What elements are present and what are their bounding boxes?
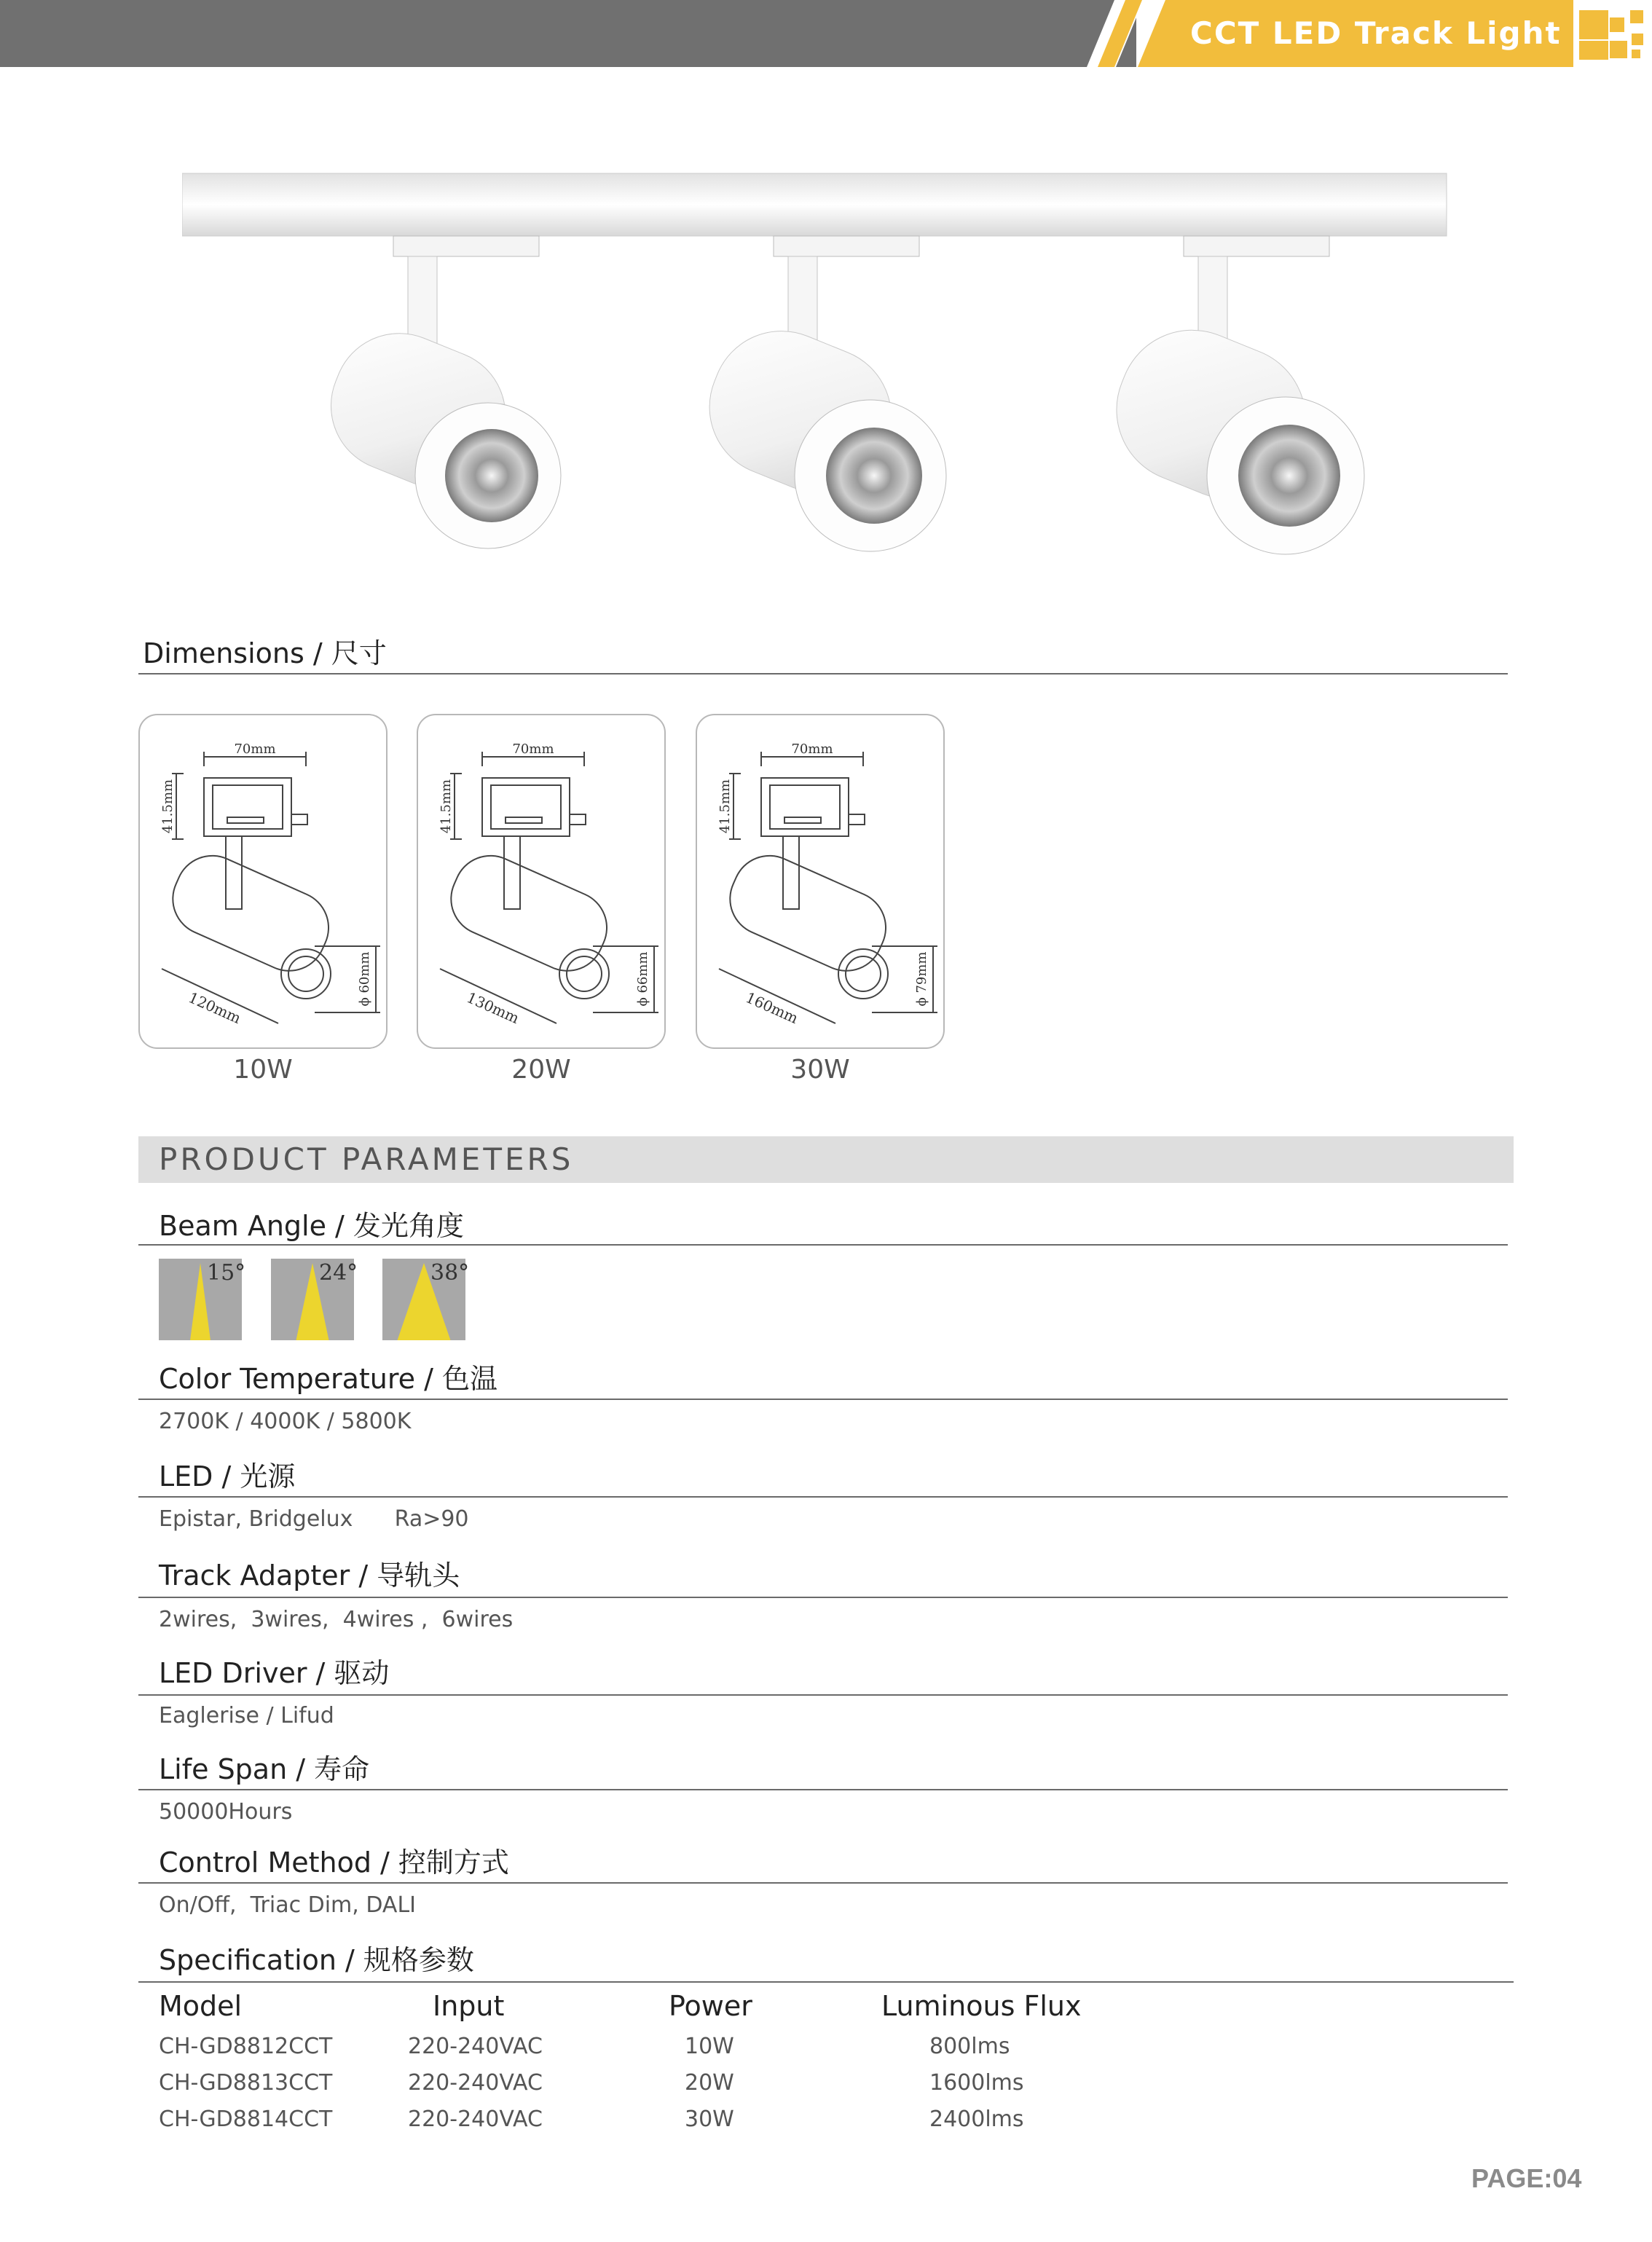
led-title: LED / 光源: [159, 1460, 296, 1492]
control-method-value: On/Off, Triac Dim, DALI: [159, 1892, 417, 1918]
dim-length-label: 130mm: [464, 988, 522, 1028]
dimensions-title: Dimensions / 尺寸: [143, 637, 387, 669]
spec-cell-power: 10W: [685, 2034, 734, 2059]
page-number: PAGE:04: [1471, 2163, 1582, 2193]
beam-15-label: 15°: [207, 1260, 246, 1286]
led-driver-title: LED Driver / 驱动: [159, 1657, 390, 1689]
spec-header-input: Input: [433, 1990, 505, 2022]
beam-15-box: [159, 1259, 246, 1340]
spec-cell-power: 30W: [685, 2107, 734, 2132]
track-adapter-rule: [138, 1597, 1508, 1598]
beam-38-label: 38°: [430, 1260, 470, 1286]
product-image: [182, 168, 1457, 590]
dim-height-label: 41.5mm: [438, 779, 454, 834]
control-method-title: Control Method / 控制方式: [159, 1846, 509, 1879]
dim-width-label: 70mm: [791, 742, 833, 757]
color-temperature-value: 2700K / 4000K / 5800K: [159, 1409, 412, 1434]
led-rule: [138, 1496, 1508, 1498]
dimensions-rule: [138, 673, 1508, 674]
color-temperature-rule: [138, 1399, 1508, 1400]
spec-cell-model: CH-GD8814CCT: [159, 2107, 333, 2132]
specification-rule: [138, 1981, 1514, 1983]
dimension-caption-20w: 20W: [511, 1055, 571, 1085]
dim-height-label: 41.5mm: [160, 779, 176, 834]
spec-cell-input: 220-240VAC: [408, 2034, 543, 2059]
dim-width-label: 70mm: [512, 742, 554, 757]
spec-cell-flux: 800lms: [929, 2034, 1010, 2059]
beam-24-box: [271, 1259, 358, 1340]
specification-title: Specification / 规格参数: [159, 1944, 474, 1976]
logo-squares-icon: [1579, 10, 1643, 60]
led-driver-rule: [138, 1694, 1508, 1696]
dimension-card-20w: [417, 714, 666, 1049]
led-value: Epistar, Bridgelux Ra>90: [159, 1506, 469, 1532]
dim-diameter-label: ϕ 79mm: [914, 951, 929, 1007]
parameters-title: PRODUCT PARAMETERS: [159, 1141, 574, 1177]
beam-38-box: [382, 1259, 470, 1340]
life-span-value: 50000Hours: [159, 1799, 293, 1825]
led-driver-value: Eaglerise / Lifud: [159, 1703, 334, 1728]
dim-length-label: 160mm: [743, 988, 801, 1028]
dim-length-label: 120mm: [186, 988, 244, 1028]
dim-height-label: 41.5mm: [717, 779, 733, 834]
spec-header-power: Power: [669, 1990, 752, 2022]
beam-angle-title: Beam Angle / 发光角度: [159, 1210, 464, 1242]
dim-diameter-label: ϕ 66mm: [635, 951, 650, 1007]
spec-cell-flux: 1600lms: [929, 2070, 1024, 2096]
spec-cell-power: 20W: [685, 2070, 734, 2096]
life-span-title: Life Span / 寿命: [159, 1753, 370, 1785]
beam-24-label: 24°: [319, 1260, 358, 1286]
spec-cell-input: 220-240VAC: [408, 2107, 543, 2132]
dimension-caption-30w: 30W: [790, 1055, 850, 1085]
dimension-card-30w: [696, 714, 945, 1049]
spec-header-model: Model: [159, 1990, 243, 2022]
dimension-card-10w: [138, 714, 388, 1049]
dimension-caption-10w: 10W: [233, 1055, 293, 1085]
dim-diameter-label: ϕ 60mm: [357, 951, 372, 1007]
beam-angle-rule: [138, 1244, 1508, 1246]
spec-cell-model: CH-GD8812CCT: [159, 2034, 333, 2059]
life-span-rule: [138, 1789, 1508, 1790]
spec-cell-flux: 2400lms: [929, 2107, 1024, 2132]
control-method-rule: [138, 1882, 1508, 1884]
track-adapter-value: 2wires, 3wires, 4wires , 6wires: [159, 1607, 514, 1632]
page-title: CCT LED Track Light: [1190, 15, 1562, 51]
spec-cell-model: CH-GD8813CCT: [159, 2070, 333, 2096]
spec-header-luminous-flux: Luminous Flux: [881, 1990, 1082, 2022]
spec-cell-input: 220-240VAC: [408, 2070, 543, 2096]
color-temperature-title: Color Temperature / 色温: [159, 1363, 497, 1395]
dim-width-label: 70mm: [234, 742, 276, 757]
track-adapter-title: Track Adapter / 导轨头: [159, 1559, 460, 1592]
